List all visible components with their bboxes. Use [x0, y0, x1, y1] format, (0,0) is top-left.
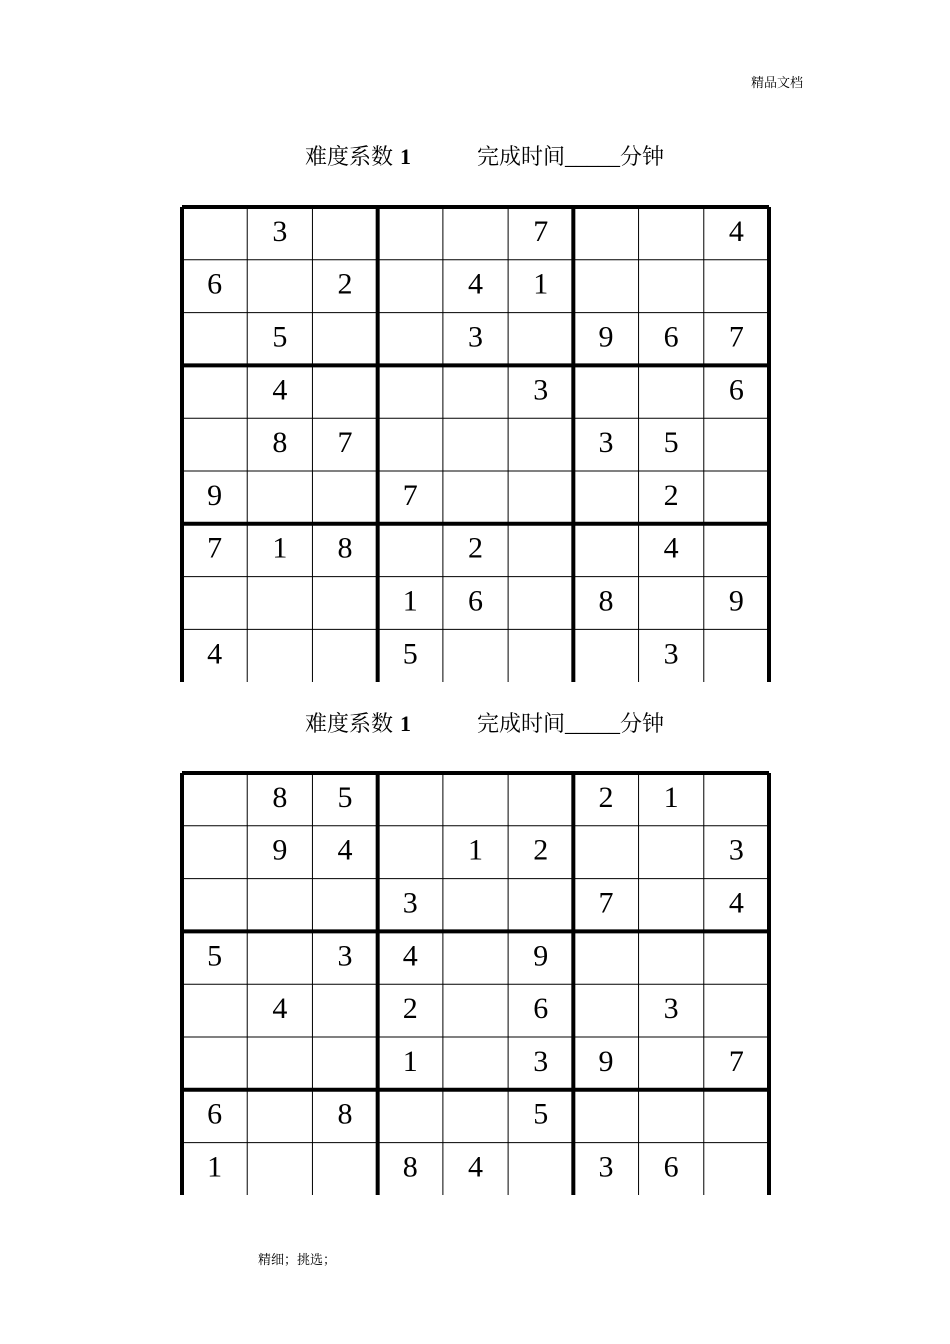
time-blank: _____ — [565, 144, 621, 169]
puzzle-2-title — [305, 707, 664, 738]
sudoku-given-digit: 4 — [272, 992, 288, 1026]
sudoku-given-digit: 9 — [598, 320, 614, 354]
time-unit: 分钟 — [620, 712, 665, 737]
difficulty-value: 1 — [400, 711, 412, 736]
sudoku-given-digit: 4 — [468, 1150, 483, 1184]
time-unit: 分钟 — [620, 145, 665, 170]
sudoku-given-digit: 3 — [598, 1150, 614, 1184]
sudoku-given-digit: 1 — [207, 1150, 223, 1184]
sudoku-given-digit: 9 — [207, 478, 223, 512]
sudoku-given-digit: 6 — [663, 320, 679, 354]
sudoku-given-digit: 5 — [337, 780, 353, 814]
sudoku-grid-2 — [182, 773, 769, 1195]
sudoku-given-digit: 4 — [728, 214, 744, 248]
sudoku-given-digit: 9 — [272, 833, 288, 867]
sudoku-given-digit: 6 — [533, 992, 549, 1026]
sudoku-given-digit: 4 — [207, 637, 223, 671]
sudoku-given-digit: 7 — [728, 320, 744, 354]
sudoku-given-digit: 6 — [663, 1150, 679, 1184]
sudoku-given-digit: 2 — [402, 992, 418, 1026]
time-label: 完成时间 — [477, 145, 566, 170]
sudoku-given-digit: 8 — [272, 780, 288, 814]
sudoku-given-digit: 3 — [468, 320, 483, 354]
sudoku-given-digit: 1 — [468, 833, 483, 867]
sudoku-given-digit: 4 — [468, 267, 483, 301]
sudoku-given-digit: 6 — [207, 1097, 223, 1131]
sudoku-given-digit: 2 — [337, 267, 353, 301]
sudoku-given-digit: 3 — [272, 214, 288, 248]
sudoku-given-digit: 6 — [468, 584, 483, 618]
time-label: 完成时间 — [477, 712, 566, 737]
sudoku-given-digit: 8 — [272, 426, 288, 460]
page-header-mark: 精品文档 — [751, 76, 804, 91]
sudoku-given-digit: 1 — [272, 531, 288, 565]
sudoku-given-digit: 1 — [533, 267, 549, 301]
sudoku-given-digit: 5 — [402, 637, 418, 671]
sudoku-given-digit: 6 — [728, 373, 744, 407]
sudoku-given-digit: 2 — [663, 478, 679, 512]
sudoku-given-digit: 9 — [533, 939, 549, 973]
sudoku-given-digit: 2 — [598, 780, 614, 814]
sudoku-grid-1 — [182, 207, 769, 682]
sudoku-given-digit: 3 — [402, 886, 418, 920]
sudoku-given-digit: 4 — [272, 373, 288, 407]
sudoku-given-digit: 8 — [337, 531, 353, 565]
sudoku-given-digit: 8 — [598, 584, 614, 618]
sudoku-given-digit: 3 — [663, 637, 679, 671]
sudoku-given-digit: 4 — [663, 531, 679, 565]
sudoku-given-digit: 5 — [207, 939, 223, 973]
difficulty-value: 1 — [400, 144, 412, 169]
sudoku-given-digit: 7 — [728, 1044, 744, 1078]
sudoku-given-digit: 7 — [533, 214, 549, 248]
difficulty-label: 难度系数 — [305, 712, 394, 737]
sudoku-given-digit: 3 — [598, 426, 614, 460]
sudoku-given-digit: 7 — [337, 426, 353, 460]
page-footer-mark: 精细；挑选； — [258, 1253, 337, 1268]
sudoku-given-digit: 3 — [663, 992, 679, 1026]
puzzle-1-title — [305, 140, 664, 171]
sudoku-given-digit: 1 — [663, 780, 679, 814]
sudoku-given-digit: 6 — [207, 267, 223, 301]
sudoku-given-digit: 3 — [337, 939, 353, 973]
time-blank: _____ — [565, 711, 621, 736]
sudoku-given-digit: 2 — [468, 531, 483, 565]
sudoku-given-digit: 5 — [663, 426, 679, 460]
sudoku-given-digit: 5 — [272, 320, 288, 354]
sudoku-given-digit: 4 — [728, 886, 744, 920]
sudoku-given-digit: 7 — [598, 886, 614, 920]
sudoku-given-digit: 2 — [533, 833, 549, 867]
sudoku-given-digit: 1 — [402, 584, 418, 618]
sudoku-given-digit: 3 — [533, 373, 549, 407]
sudoku-given-digit: 8 — [402, 1150, 418, 1184]
sudoku-given-digit: 9 — [598, 1044, 614, 1078]
sudoku-given-digit: 3 — [728, 833, 744, 867]
sudoku-given-digit: 1 — [402, 1044, 418, 1078]
difficulty-label: 难度系数 — [305, 145, 394, 170]
sudoku-given-digit: 8 — [337, 1097, 353, 1131]
sudoku-given-digit: 4 — [402, 939, 418, 973]
sudoku-given-digit: 4 — [337, 833, 353, 867]
sudoku-given-digit: 3 — [533, 1044, 549, 1078]
sudoku-given-digit: 9 — [728, 584, 744, 618]
sudoku-given-digit: 5 — [533, 1097, 549, 1131]
sudoku-given-digit: 7 — [402, 478, 418, 512]
sudoku-given-digit: 7 — [207, 531, 223, 565]
